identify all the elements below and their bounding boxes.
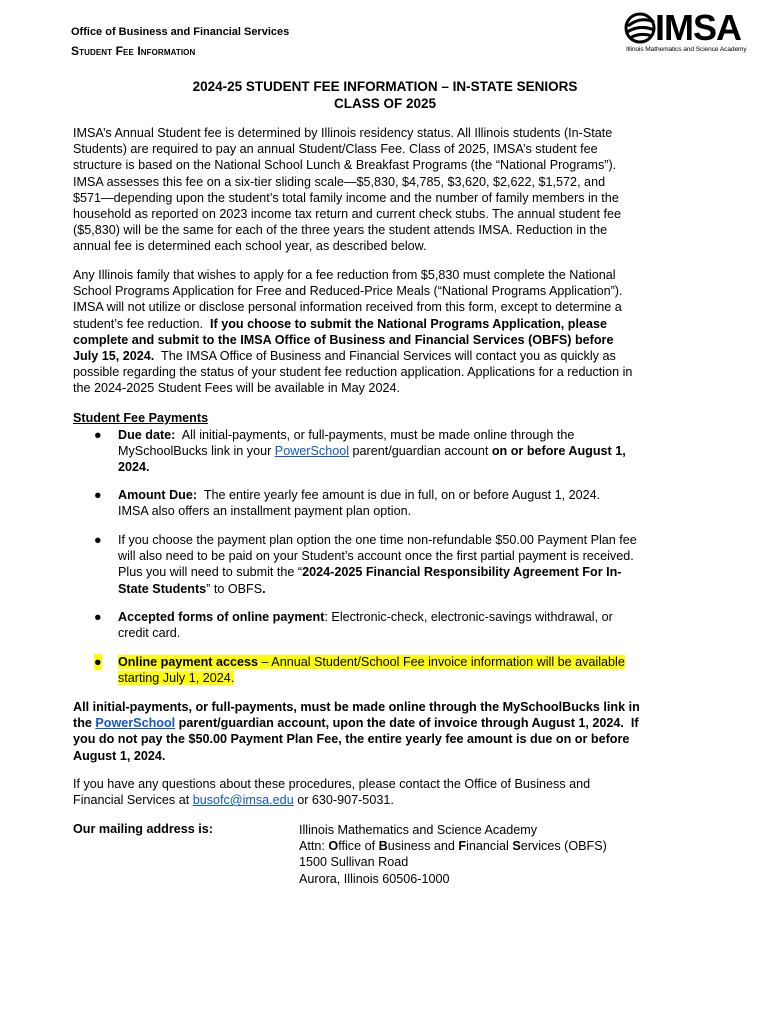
powerschool-link[interactable]: PowerSchool: [274, 444, 350, 459]
logo-wordmark: IMSA: [655, 7, 741, 48]
imsa-logo: [624, 7, 747, 58]
fee-reduction-paragraph: Any Illinois family that wishes to apply for a fee reduction from $5,830 must complete the National School Programs Application for Free and Reduced-Price Meals (“National Programs Application”). IMSA will not utilize or disclose personal information received from this form, except to determine a student’s fee reduction. If you choose to submit the National Programs Application, please complete and submit to the IMSA Office of Business and Financial Services (OBFS) before July 15, 2024. The IMSA Office of Business and Financial Services will contact you as quickly as possible regarding the status of your student fee reduction application. Applications for a reduction in the 2024-2025 Student Fees will be available in May 2024.: [73, 268, 633, 396]
header-left: [71, 26, 289, 58]
bullet-accepted-forms: ● Accepted forms of online payment: Electronic-check, electronic-savings withdrawal, or credit card.: [94, 610, 613, 641]
bullet-online-access: ● Online payment access – Annual Student/School Fee invoice information will be available starting July 1, 2024.: [94, 655, 625, 686]
email-link[interactable]: busofc@imsa.edu: [192, 793, 294, 808]
logo-subtitle: Illinois Mathematics and Science Academy: [626, 46, 747, 53]
bullet-dot: ●: [94, 610, 102, 624]
doc-label: Student Fee Information: [71, 44, 196, 58]
contact-paragraph: If you have any questions about these procedures, please contact the Office of Business and Financial Services at busofc@imsa.edu or 630-907-5031.: [73, 777, 591, 808]
office-name: Office of Business and Financial Services: [71, 26, 290, 38]
powerschool-link[interactable]: PowerSchool: [95, 716, 176, 731]
mailing-address: Illinois Mathematics and Science Academy Attn: Office of Business and Financial Services (OBFS) 1500 Sullivan Road Aurora, Illinois 60506-1000: [299, 823, 607, 886]
bullet-dot: ●: [94, 428, 102, 442]
doc-title-line2: CLASS OF 2025: [333, 96, 437, 111]
mailing-label: Our mailing address is:: [73, 822, 213, 836]
imsa-emblem-icon: [624, 12, 658, 46]
doc-title-line1: 2024-25 STUDENT FEE INFORMATION – IN-STATE SENIORS: [192, 79, 578, 94]
bullet-payment-plan: ● If you choose the payment plan option the one time non-refundable $50.00 Payment Plan fee will also need to be paid on your Student’s account once the first partial payment is received. Plus you will need to submit the “2024-2025 Financial Responsibility Agreement For In- State Students” to OBFS.: [94, 533, 637, 596]
bullet-due-date: ● Due date: All initial-payments, or full-payments, must be made online through the MySchoolBucks link in your PowerSchool parent/guardian account on or before August 1, 2024.: [94, 428, 626, 475]
bullet-dot: ●: [94, 488, 102, 502]
bullet-amount-due: ● Amount Due: The entire yearly fee amount is due in full, on or before August 1, 2024. IMSA also offers an installment payment plan option.: [94, 488, 601, 519]
intro-paragraph: IMSA’s Annual Student fee is determined by Illinois residency status. All Illinois students (In-State Students) are required to pay an annual Student/Class Fee. Class of 2025, IMSA’s student fee structure is based on the National School Lunch & Breakfast Programs (the “National Programs”). IMSA assesses this fee on a six-tier sliding scale—$5,830, $4,785, $3,620, $2,622, $1,572, and $571—depending upon the student’s total family income and the number of family members in the household as reported on 2023 income tax return and current check stubs. The annual student fee ($5,830) will be the same for each of the three years the student attends IMSA. Reduction in the annual fee is determined each school year, as described below.: [73, 126, 621, 254]
bullet-dot: ●: [94, 655, 102, 669]
payments-heading: Student Fee Payments: [73, 411, 209, 425]
payment-requirement-paragraph: All initial-payments, or full-payments, must be made online through the MySchoolBucks link in the PowerSchool parent/guardian account, upon the date of invoice through August 1, 2024. If you do not pay the $50.00 Payment Plan Fee, the entire yearly fee amount is due on or before August 1, 2024.: [73, 700, 640, 763]
bullet-dot: ●: [94, 533, 102, 547]
